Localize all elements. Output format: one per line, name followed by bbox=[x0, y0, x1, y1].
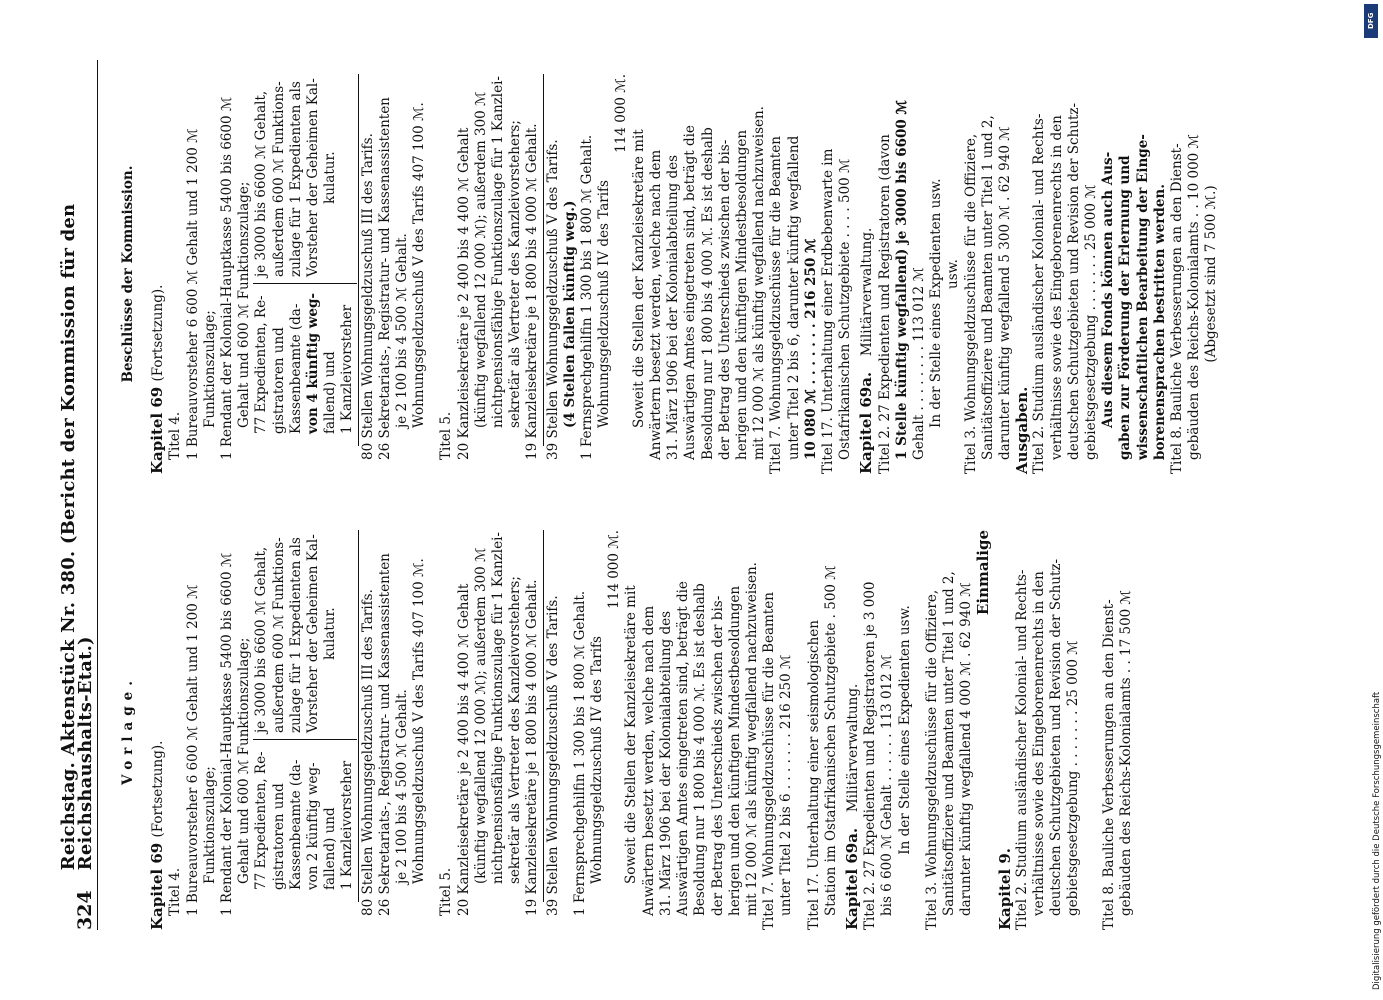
title-label: Titel 5. bbox=[438, 411, 455, 460]
column-beschluesse bbox=[120, 74, 1221, 474]
text-line: je 3000 bis 6600 ℳ Gehalt, bbox=[253, 90, 270, 277]
text-line: Sanitätsoffiziere und Beamten unter Titel 1 und 2, bbox=[979, 115, 996, 460]
text-line: Aus diesem Fonds können auch Aus- bbox=[1100, 151, 1117, 428]
text-line: 39 Stellen Wohnungsgeldzuschuß V des Tarifs. bbox=[544, 139, 561, 460]
text-line: Vorsteher der Geheimen Kal- bbox=[305, 78, 322, 277]
text-line: Titel 17. Unterhaltung einer seismologischen bbox=[805, 620, 822, 930]
page-header bbox=[57, 60, 98, 930]
text-line: 77 Expedienten, Re- bbox=[253, 751, 270, 890]
text-line: 31. März 1906 bei der Kolonialabteilung des bbox=[657, 610, 674, 916]
text-line: Wohnungsgeldzuschuß V des Tarifs 407 100 ℳ. bbox=[411, 558, 428, 884]
text-line: Funktionszulage; bbox=[201, 766, 218, 884]
chapter-heading: Kapitel 69 (Fortsetzung). bbox=[148, 740, 167, 930]
text-line: Titel 2. 27 Expedienten und Registratoren je 3 000 bbox=[862, 581, 879, 930]
text-line: Ostafrikanischen Schutzgebiete . . . . 500 ℳ bbox=[837, 158, 854, 460]
text-line: Funktionszulage; bbox=[201, 310, 218, 428]
text-line: Kassenbeamte (da- bbox=[287, 303, 304, 434]
text-line: außerdem 600 ℳ Funktions- bbox=[270, 81, 287, 277]
text-line: 1 Rendant der Kolonial-Hauptkasse 5400 bis 6600 ℳ bbox=[219, 96, 236, 460]
text-line: bis 6 600 ℳ Gehalt . . . . . . 113 012 ℳ bbox=[879, 654, 896, 916]
title-label: Titel 4. bbox=[167, 411, 184, 460]
page-number: 324 bbox=[73, 890, 96, 930]
text-line: gebietsgesetzgebung . . . . . . . 25 000 ℳ bbox=[1065, 640, 1082, 916]
column-heading: Vorlage. bbox=[120, 675, 136, 785]
text-line: sekretär als Vertreter des Kanzleivorstehers; bbox=[507, 576, 524, 884]
text-line: 1 Bureauvorsteher 6 600 ℳ Gehalt und 1 200 ℳ bbox=[184, 584, 201, 916]
text-line: 1 Fernsprechgehilfin 1 300 bis 1 800 ℳ Gehalt. bbox=[579, 134, 596, 460]
title-label: Titel 5. bbox=[438, 867, 455, 916]
text-line: Soweit die Stellen der Kanzleisekretäre mit bbox=[630, 129, 647, 428]
text-line: darunter künftig wegfallend 5 300 ℳ . 62 940 ℳ bbox=[996, 126, 1013, 460]
column-heading: Beschlüsse der Kommission. bbox=[120, 165, 136, 383]
text-line: Wohnungsgeldzuschuß V des Tarifs 407 100 ℳ. bbox=[411, 102, 428, 428]
section-heading: Ausgaben. bbox=[1013, 386, 1032, 474]
amount: 114 000 ℳ. bbox=[613, 74, 630, 153]
text-line: Soweit die Stellen der Kanzleisekretäre mit bbox=[623, 585, 640, 884]
text-line: 1 Stelle künftig wegfallend) je 3000 bis 6600 ℳ bbox=[893, 100, 910, 460]
text-line: gebietsgesetzgebung . . . . . . . 25 000 ℳ bbox=[1082, 184, 1099, 460]
text-line: je 3000 bis 6600 ℳ Gehalt, bbox=[253, 546, 270, 733]
text-line: 1 Kanzleivorsteher bbox=[339, 304, 356, 434]
text-line: 80 Stellen Wohnungsgeldzuschuß III des Tarifs. bbox=[359, 589, 376, 916]
text-line: 1 Rendant der Kolonial-Hauptkasse 5400 bis 6600 ℳ bbox=[219, 552, 236, 916]
text-line: borenensprachen bestritten werden. bbox=[1151, 184, 1168, 460]
text-line: 19 Kanzleisekretäre je 1 800 bis 4 000 ℳ Gehalt. bbox=[524, 123, 541, 460]
text-line: zulage für 1 Expedienten als bbox=[287, 537, 304, 733]
column-vorlage bbox=[120, 530, 1221, 930]
text-line: Titel 3. Wohnungsgeldzuschüsse für die Offiziere, bbox=[923, 589, 940, 930]
divider bbox=[358, 74, 359, 446]
text-line: Titel 2. 27 Expedienten und Registratoren (davon bbox=[876, 134, 893, 474]
text-line: 1 Fernsprechgehilfin 1 300 bis 1 800 ℳ Gehalt. bbox=[571, 590, 588, 916]
text-line: Gehalt . . . . . . . . 113 012 ℳ bbox=[910, 267, 927, 460]
text-line: nichtpensionsfähige Funktionszulage für 1 Kanzlei- bbox=[490, 76, 507, 428]
chapter-heading: Kapitel 9. bbox=[995, 848, 1014, 930]
text-line: (künftig wegfallend 12 000 ℳ); außerdem 300 ℳ bbox=[472, 91, 489, 428]
text-line: Wohnungsgeldzuschuß IV des Tarifs bbox=[596, 180, 613, 428]
text-line: 26 Sekretariats-, Registratur- und Kassenassistenten bbox=[376, 97, 393, 460]
text-line: zulage für 1 Expedienten als bbox=[287, 81, 304, 277]
text-line: wissenschaftlichen Bearbeitung der Einge- bbox=[1134, 134, 1151, 460]
text-line: Besoldung nur 1 800 bis 4 000 ℳ. Es ist deshalb bbox=[692, 583, 709, 916]
text-line: In der Stelle eines Expedienten usw. bbox=[896, 605, 913, 855]
divider bbox=[543, 74, 544, 446]
chapter-heading: Kapitel 69 (Fortsetzung). bbox=[148, 284, 167, 474]
text-line: Gehalt und 600 ℳ Funktionszulage; bbox=[236, 637, 253, 884]
text-line: 80 Stellen Wohnungsgeldzuschuß III des Tarifs. bbox=[359, 133, 376, 460]
text-line: Anwärtern besetzt werden, welche nach dem bbox=[640, 605, 657, 916]
text-line: je 2 100 bis 4 500 ℳ Gehalt. bbox=[394, 689, 411, 884]
text-line: kulatur. bbox=[322, 151, 339, 204]
text-line: 77 Expedienten, Re- bbox=[253, 295, 270, 434]
rotated-page bbox=[57, 60, 1340, 930]
text-line: verhältnisse sowie des Eingeborenenrechts in den bbox=[1048, 115, 1065, 460]
text-line: 1 Kanzleivorsteher bbox=[339, 760, 356, 890]
text-line: Wohnungsgeldzuschuß IV des Tarifs bbox=[589, 636, 606, 884]
text-line: Anwärtern besetzt werden, welche nach dem bbox=[647, 149, 664, 460]
text-line: gistratoren und bbox=[270, 327, 287, 434]
text-line: Titel 2. Studium ausländischer Kolonial- und Rechts- bbox=[1031, 113, 1048, 474]
text-line: gebäuden des Reichs-Kolonialamts . . 10 000 ℳ bbox=[1186, 134, 1203, 460]
brace-group bbox=[253, 530, 356, 930]
amount: 114 000 ℳ. bbox=[606, 530, 623, 609]
text-line: deutschen Schutzgebieten und Revision der Schutz- bbox=[1048, 558, 1065, 916]
text-line: Titel 2. Studium ausländischer Kolonial- und Rechts- bbox=[1013, 569, 1030, 930]
text-line: Titel 7. Wohnungsgeldzuschüsse für die Beamten bbox=[768, 136, 785, 474]
text-line: Station im Ostafrikanischen Schutzgebiete . 500 ℳ bbox=[822, 565, 839, 916]
text-line: herigen und den künftigen Mindestbesoldungen bbox=[733, 129, 750, 460]
digitization-credit: Digitalisierung gefördert durch die Deutsche Forschungsgemeinschaft bbox=[1372, 691, 1382, 990]
text-line: 1 Bureauvorsteher 6 600 ℳ Gehalt und 1 200 ℳ bbox=[184, 128, 201, 460]
text-line: Titel 3. Wohnungsgeldzuschüsse für die Offiziere, bbox=[962, 133, 979, 474]
text-line: Titel 17. Unterhaltung einer Erdbebenwarte im bbox=[819, 148, 836, 474]
text-line: herigen und den künftigen Mindestbesoldungen bbox=[726, 585, 743, 916]
dfg-logo: DFG bbox=[1364, 4, 1378, 38]
text-line: Kassenbeamte (da- bbox=[287, 759, 304, 890]
text-line: unter Titel 2 bis 6, darunter künftig wegfallend bbox=[785, 135, 802, 460]
text-line: Auswärtigen Amtes eingetreten sind, beträgt die bbox=[682, 125, 699, 460]
text-line: Gehalt und 600 ℳ Funktionszulage; bbox=[236, 181, 253, 428]
text-line: je 2 100 bis 4 500 ℳ Gehalt. bbox=[394, 233, 411, 428]
chapter-heading: Kapitel 69a. Militärverwaltung. bbox=[857, 227, 876, 474]
title-label: Titel 4. bbox=[167, 867, 184, 916]
text-line: 39 Stellen Wohnungsgeldzuschuß V des Tarifs. bbox=[544, 595, 561, 916]
chapter-heading: Kapitel 69a. Militärverwaltung. bbox=[842, 683, 861, 930]
text-line: fallend) und bbox=[322, 807, 339, 890]
text-line: Sanitätsoffiziere und Beamten unter Titel 1 und 2, bbox=[940, 571, 957, 916]
text-line: gaben zur Förderung der Erlernung und bbox=[1117, 155, 1134, 460]
text-line: 19 Kanzleisekretäre je 1 800 bis 4 000 ℳ Gehalt. bbox=[524, 579, 541, 916]
text-line: In der Stelle eines Expedienten usw. bbox=[928, 178, 945, 428]
text-line: 20 Kanzleisekretäre je 2 400 bis 4 400 ℳ Gehalt bbox=[455, 583, 472, 916]
text-line: mit 12 000 ℳ als künftig wegfallend nachzuweisen. bbox=[743, 562, 760, 916]
text-line: mit 12 000 ℳ als künftig wegfallend nachzuweisen. bbox=[751, 106, 768, 460]
text-line: Titel 7. Wohnungsgeldzuschüsse für die Beamten bbox=[761, 592, 778, 930]
section-heading: Einmalige bbox=[974, 530, 993, 616]
text-line: von 4 künftig weg- bbox=[305, 292, 322, 434]
brace-group bbox=[253, 74, 356, 474]
text-line: Vorsteher der Geheimen Kal- bbox=[305, 534, 322, 733]
text-line: der Betrag des Unterschieds zwischen der bis- bbox=[716, 139, 733, 460]
text-line: fallend) und bbox=[322, 351, 339, 434]
text-line: gistratoren und bbox=[270, 783, 287, 890]
divider bbox=[358, 530, 359, 902]
text-line: unter Titel 2 bis 6 . . . . . . . 216 250 ℳ bbox=[778, 654, 795, 916]
text-line: verhältnisse sowie des Eingeborenenrechts in den bbox=[1030, 571, 1047, 916]
text-line: darunter künftig wegfallend 4 000 ℳ . 62 940 ℳ bbox=[958, 582, 975, 916]
text-line: (4 Stellen fallen künftig weg.) bbox=[561, 200, 578, 428]
text-line: 31. März 1906 bei der Kolonialabteilung des bbox=[665, 154, 682, 460]
text-line: Titel 8. Bauliche Verbesserungen an den Dienst- bbox=[1168, 143, 1185, 474]
page-title: Reichstag. Aktenstück Nr. 380. (Bericht der Kommission für den Reichshaushalts-Etat.) bbox=[57, 203, 96, 871]
text-line: (Abgesetzt sind 7 500 ℳ.) bbox=[1203, 185, 1220, 363]
text-line: usw. bbox=[945, 259, 962, 289]
text-line: Besoldung nur 1 800 bis 4 000 ℳ. Es ist deshalb bbox=[699, 127, 716, 460]
text-line: kulatur. bbox=[322, 607, 339, 660]
divider bbox=[543, 530, 544, 902]
text-line: gebäuden des Reichs-Kolonialamts . . 17 500 ℳ bbox=[1117, 590, 1134, 916]
text-line: nichtpensionsfähige Funktionszulage für 1 Kanzlei- bbox=[490, 532, 507, 884]
text-line: 26 Sekretariats-, Registratur- und Kassenassistenten bbox=[376, 553, 393, 916]
text-line: Auswärtigen Amtes eingetreten sind, beträgt die bbox=[675, 581, 692, 916]
text-line: sekretär als Vertreter des Kanzleivorstehers; bbox=[507, 120, 524, 428]
text-line: von 2 künftig weg- bbox=[305, 762, 322, 890]
text-line: (künftig wegfallend 12 000 ℳ); außerdem 300 ℳ bbox=[472, 547, 489, 884]
text-line: 10 080 ℳ . . . . . . . 216 250 ℳ bbox=[802, 238, 819, 460]
text-line: Titel 8. Bauliche Verbesserungen an den Dienst- bbox=[1100, 599, 1117, 930]
text-line: der Betrag des Unterschieds zwischen der bis- bbox=[709, 595, 726, 916]
text-line: deutschen Schutzgebieten und Revision der Schutz- bbox=[1065, 102, 1082, 460]
text-line: 20 Kanzleisekretäre je 2 400 bis 4 400 ℳ Gehalt bbox=[455, 127, 472, 460]
text-line: außerdem 600 ℳ Funktions- bbox=[270, 537, 287, 733]
